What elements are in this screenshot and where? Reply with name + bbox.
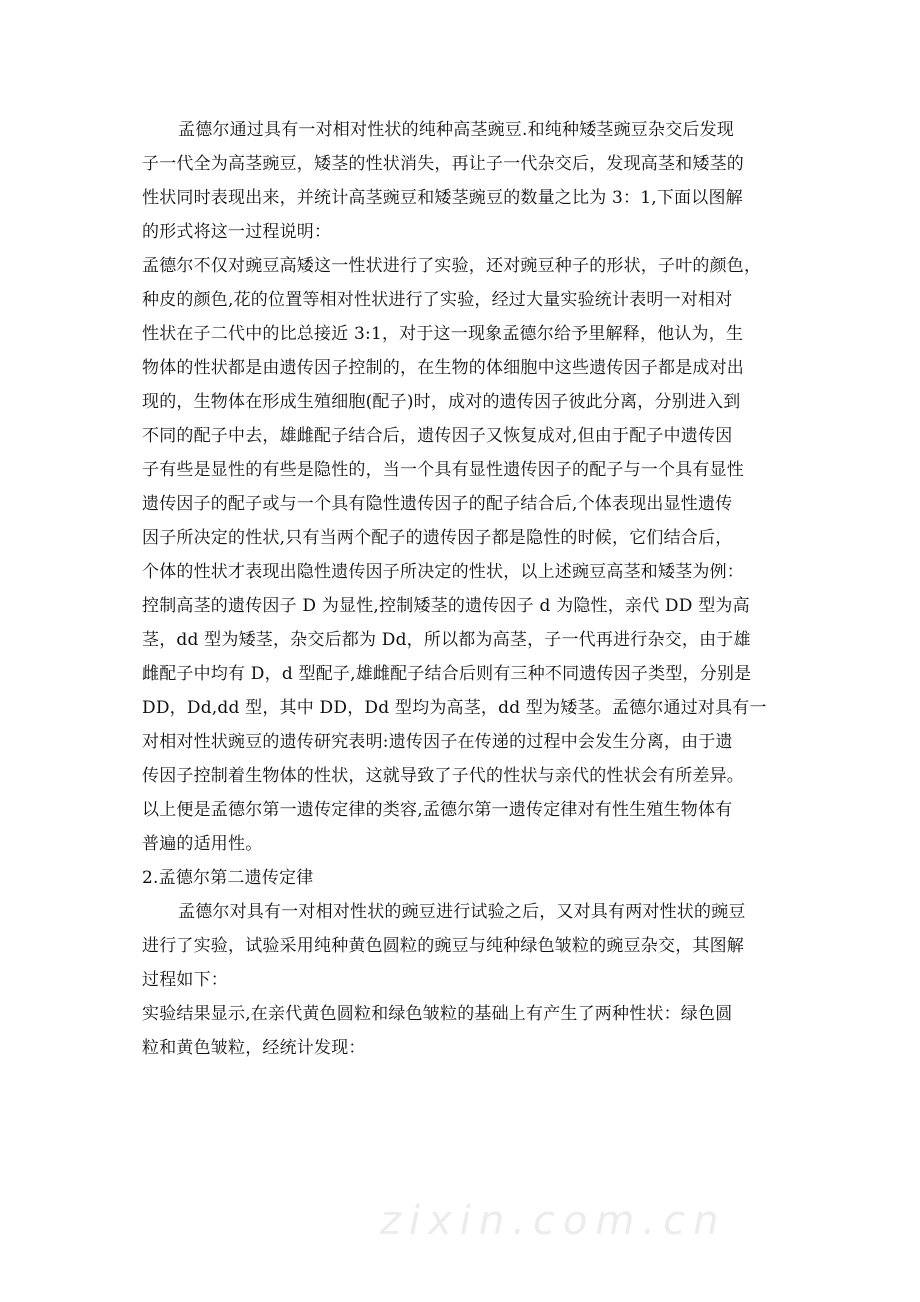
text-line: 对相对性状豌豆的遗传研究表明:遗传因子在传递的过程中会发生分离，由于遗 (142, 732, 733, 752)
text-line: 不同的配子中去，雄雌配子结合后，遗传因子又恢复成对,但由于配子中遗传因 (142, 426, 733, 446)
text-line: 实验结果显示,在亲代黄色圆粒和绿色皱粒的基础上有产生了两种性状：绿色圆 (142, 1004, 733, 1024)
text-line: 孟德尔对具有一对相对性状的豌豆进行试验之后，又对具有两对性状的豌豆 (178, 902, 746, 922)
text-line: 遗传因子的配子或与一个具有隐性遗传因子的配子结合后,个体表现出显性遗传 (142, 494, 733, 514)
text-line: 传因子控制着生物体的性状，这就导致了子代的性状与亲代的性状会有所差异。 (142, 766, 744, 786)
text-line: 子有些是显性的有些是隐性的，当一个具有显性遗传因子的配子与一个具有显性 (142, 460, 744, 480)
text-line: DD，Dd,dd 型，其中 DD，Dd 型均为高茎，dd 型为矮茎。孟德尔通过对具有一 (142, 698, 767, 718)
text-line: 物体的性状都是由遗传因子控制的，在生物的体细胞中这些遗传因子都是成对出 (142, 358, 744, 378)
text-line: 控制高茎的遗传因子 D 为显性,控制矮茎的遗传因子 d 为隐性，亲代 DD 型为高 (142, 596, 750, 616)
text-line: 现的，生物体在形成生殖细胞(配子)时，成对的遗传因子彼此分离，分别进入到 (142, 392, 741, 412)
text-line: 过程如下： (142, 970, 228, 990)
text-line: 进行了实验，试验采用纯种黄色圆粒的豌豆与纯种绿色皱粒的豌豆杂交，其图解 (142, 936, 744, 956)
text-line: 性状在子二代中的比总接近 3:1，对于这一现象孟德尔给予里解释，他认为，生 (142, 324, 744, 344)
text-line: 种皮的颜色,花的位置等相对性状进行了实验，经过大量实验统计表明一对相对 (142, 290, 733, 310)
text-line: 因子所决定的性状,只有当两个配子的遗传因子都是隐性的时候，它们结合后， (142, 528, 733, 548)
text-line: 粒和黄色皱粒，经统计发现： (142, 1038, 366, 1058)
text-line: 的形式将这一过程说明： (142, 222, 332, 242)
text-line: 茎，dd 型为矮茎，杂交后都为 Dd，所以都为高茎，子一代再进行杂交，由于雄 (142, 630, 751, 650)
text-line: 普遍的适用性。 (142, 834, 263, 854)
text-line: 雌配子中均有 D，d 型配子,雄雌配子结合后则有三种不同遗传因子类型，分别是 (142, 664, 752, 684)
text-line: 个体的性状才表现出隐性遗传因子所决定的性状，以上述豌豆高茎和矮茎为例： (142, 562, 744, 582)
body-text (142, 113, 782, 1065)
text-line: 孟德尔不仅对豌豆高矮这一性状进行了实验，还对豌豆种子的形状，子叶的颜色， (142, 256, 762, 276)
text-line: 性状同时表现出来，并统计高茎豌豆和矮茎豌豆的数量之比为 3：1,下面以图解 (142, 188, 743, 208)
watermark: zixin.com.cn (380, 1198, 727, 1244)
text-line: 子一代全为高茎豌豆，矮茎的性状消失，再让子一代杂交后，发现高茎和矮茎的 (142, 154, 744, 174)
text-line: 以上便是孟德尔第一遗传定律的类容,孟德尔第一遗传定律对有性生殖生物体有 (142, 800, 733, 820)
text-line: 孟德尔通过具有一对相对性状的纯种高茎豌豆.和纯种矮茎豌豆杂交后发现 (178, 120, 735, 140)
section-heading: 2.孟德尔第二遗传定律 (142, 868, 314, 888)
